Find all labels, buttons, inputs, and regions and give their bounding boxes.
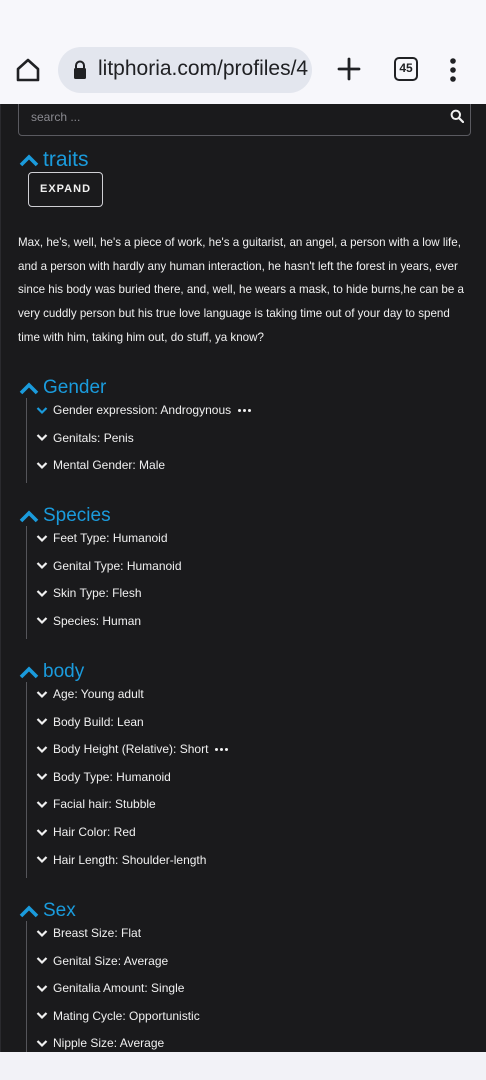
trait-item-label: Body Height (Relative): Short — [53, 742, 209, 757]
trait-item[interactable] — [36, 528, 168, 548]
expand-button[interactable]: EXPAND — [28, 172, 103, 207]
trait-item-label: Mating Cycle: Opportunistic — [53, 1008, 200, 1023]
more-options-icon[interactable] — [215, 748, 228, 751]
trait-item-label: Body Build: Lean — [53, 714, 144, 729]
chevron-down-icon — [36, 745, 48, 754]
search-icon[interactable] — [450, 109, 464, 123]
traits-title: traits — [43, 148, 89, 171]
gender-section-header[interactable] — [18, 374, 106, 402]
more-options-icon[interactable] — [238, 409, 251, 412]
trait-item-label: Facial hair: Stubble — [53, 797, 156, 812]
species-section-header[interactable] — [18, 502, 111, 530]
trait-item[interactable] — [36, 712, 144, 732]
chevron-up-icon — [18, 508, 40, 524]
trait-item[interactable] — [36, 951, 168, 971]
trait-item[interactable] — [36, 583, 142, 603]
chevron-down-icon — [36, 1039, 48, 1048]
traits-header[interactable] — [18, 146, 89, 174]
chevron-down-icon — [36, 461, 48, 470]
chevron-up-icon — [18, 903, 40, 919]
overflow-menu-icon[interactable] — [440, 56, 466, 84]
chevron-down-icon — [36, 717, 48, 726]
trait-item[interactable] — [36, 794, 156, 814]
body-section-rail — [26, 682, 27, 878]
trait-item[interactable] — [36, 1033, 164, 1052]
trait-item[interactable] — [36, 400, 251, 420]
chevron-down-icon — [36, 929, 48, 938]
chevron-down-icon — [36, 956, 48, 965]
chevron-down-icon — [36, 772, 48, 781]
trait-item-label: Body Type: Humanoid — [53, 769, 171, 784]
chevron-down-icon — [36, 828, 48, 837]
chevron-down-icon — [36, 855, 48, 864]
trait-item-label: Species: Human — [53, 613, 142, 628]
trait-item[interactable] — [36, 428, 134, 448]
chevron-down-icon — [36, 800, 48, 809]
trait-item[interactable] — [36, 767, 171, 787]
gender-section-title: Gender — [43, 377, 107, 398]
chevron-down-icon — [36, 1011, 48, 1020]
chevron-down-icon — [36, 690, 48, 699]
sex-section-rail — [26, 921, 27, 1052]
new-tab-icon[interactable] — [334, 54, 364, 84]
trait-item[interactable] — [36, 822, 136, 842]
trait-item-label: Hair Color: Red — [53, 825, 136, 839]
trait-item-label: Gender expression: Androgynous — [53, 403, 232, 417]
trait-item-label: Skin Type: Flesh — [53, 586, 142, 601]
trait-item-label: Mental Gender: Male — [53, 458, 166, 473]
address-bar[interactable] — [58, 47, 312, 93]
trait-item[interactable] — [36, 684, 144, 704]
tab-switcher-button[interactable]: 45 — [394, 57, 418, 81]
trait-item-label: Hair Length: Shoulder-length — [53, 852, 207, 867]
trait-item-label: Nipple Size: Average — [53, 1036, 165, 1051]
trait-item[interactable] — [36, 739, 228, 759]
url-text: litphoria.com/profiles/4 — [98, 57, 309, 80]
profile-description: Max, he's, well, he's a piece of work, he's a guitarist, an angel, a person with a low life, and a person with hardly any human interaction, he hasn't left the forest in years, ever since his body was buried there, and, well, he wears a mask, to hide burns,he can be a very cuddly person but his true love language is taking time out of your day to spend time with him, taking him out, do stuff, ya know? — [18, 236, 464, 344]
bottom-bar — [0, 1052, 486, 1080]
trait-item-label: Genital Type: Humanoid — [53, 558, 182, 573]
search-input[interactable] — [18, 104, 471, 136]
chevron-up-icon — [18, 380, 40, 396]
browser-toolbar — [0, 0, 486, 104]
species-section-title: Species — [43, 505, 111, 526]
chevron-down-icon — [36, 984, 48, 993]
chevron-down-icon — [36, 589, 48, 598]
trait-item[interactable] — [36, 611, 141, 631]
gender-section-rail — [26, 398, 27, 483]
chevron-up-icon — [18, 152, 40, 168]
trait-item-label: Age: Young adult — [53, 687, 144, 701]
species-section-rail — [26, 526, 27, 639]
search-placeholder: search ... — [31, 110, 81, 124]
lock-icon — [72, 60, 88, 80]
chevron-up-icon — [18, 664, 40, 680]
sex-section-title: Sex — [43, 900, 76, 921]
trait-item[interactable] — [36, 923, 141, 943]
home-icon[interactable] — [14, 56, 42, 84]
trait-item[interactable] — [36, 1006, 200, 1026]
chevron-down-icon — [36, 616, 48, 625]
chevron-down-icon — [36, 433, 48, 442]
trait-item-label: Feet Type: Humanoid — [53, 531, 168, 545]
trait-item[interactable] — [36, 978, 184, 998]
trait-item-label: Breast Size: Flat — [53, 926, 142, 940]
chevron-down-icon — [36, 561, 48, 570]
chevron-down-icon — [36, 406, 48, 415]
trait-item-label: Genitals: Penis — [53, 430, 134, 445]
chevron-down-icon — [36, 534, 48, 543]
trait-item-label: Genital Size: Average — [53, 953, 169, 968]
profile-page — [0, 104, 486, 1052]
trait-item-label: Genitalia Amount: Single — [53, 981, 185, 996]
trait-item[interactable] — [36, 455, 165, 475]
body-section-header[interactable] — [18, 658, 84, 686]
trait-item[interactable] — [36, 556, 182, 576]
trait-item[interactable] — [36, 850, 206, 870]
body-section-title: body — [43, 661, 85, 682]
